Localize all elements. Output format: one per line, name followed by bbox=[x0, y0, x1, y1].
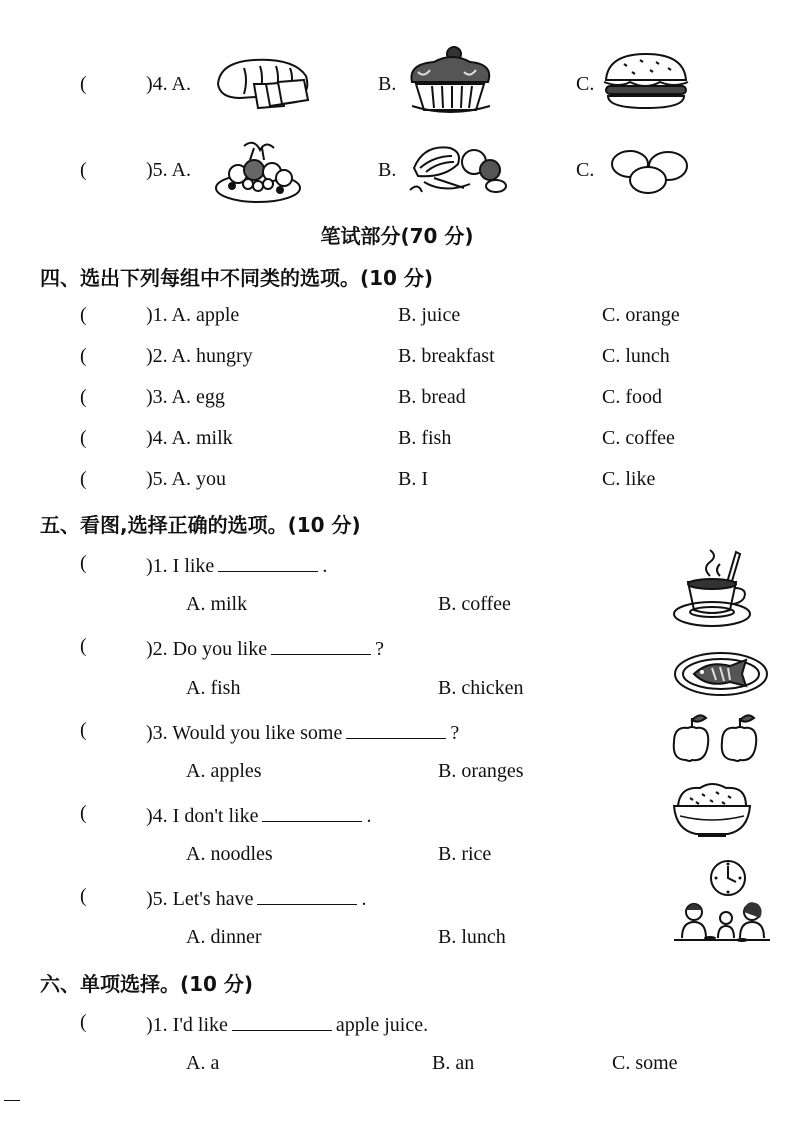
family-meal-icon bbox=[672, 858, 772, 946]
answer-paren[interactable]: ( bbox=[80, 386, 87, 408]
answer-paren[interactable]: ( bbox=[80, 635, 87, 657]
question-punct: ? bbox=[450, 722, 460, 744]
answer-paren[interactable]: ( bbox=[80, 468, 87, 490]
option-a-text: )4. A. milk bbox=[146, 427, 233, 449]
fill-blank[interactable] bbox=[346, 720, 446, 739]
option-b-text: B. breakfast bbox=[398, 345, 495, 367]
question-text: )2. Do you like bbox=[146, 638, 268, 660]
question-sentence bbox=[146, 886, 366, 909]
section-six-title: 六、单项选择。(10 分) bbox=[40, 972, 254, 996]
fill-blank[interactable] bbox=[271, 636, 371, 655]
option-c-label: C. bbox=[576, 159, 595, 181]
coffee-cup-icon bbox=[670, 546, 756, 630]
option-b-text: B. oranges bbox=[438, 760, 524, 782]
option-c-text: C. orange bbox=[602, 304, 680, 326]
answer-paren[interactable]: ( bbox=[80, 802, 87, 824]
question-punct: . bbox=[366, 805, 372, 827]
section-five-title: 五、看图,选择正确的选项。(10 分) bbox=[40, 513, 361, 537]
question-punct: . bbox=[361, 888, 367, 910]
option-a-text: )5. A. you bbox=[146, 468, 226, 490]
option-c-text: C. lunch bbox=[602, 345, 670, 367]
option-b-text: B. fish bbox=[398, 427, 452, 449]
fill-blank[interactable] bbox=[262, 803, 362, 822]
answer-paren[interactable]: ( bbox=[80, 1011, 87, 1033]
fill-blank[interactable] bbox=[232, 1012, 332, 1031]
question-punct: ? bbox=[375, 638, 384, 660]
fill-blank[interactable] bbox=[257, 886, 357, 905]
answer-paren[interactable]: ( bbox=[80, 73, 87, 95]
fill-blank[interactable] bbox=[218, 553, 318, 572]
bread-icon bbox=[214, 54, 314, 112]
fish-plate-icon bbox=[672, 650, 770, 698]
question-text: )5. Let's have bbox=[146, 888, 254, 910]
answer-paren[interactable]: ( bbox=[80, 719, 87, 741]
answer-paren[interactable]: ( bbox=[80, 885, 87, 907]
written-part-title: 笔试部分(70 分) bbox=[320, 224, 474, 248]
option-b-label: B. bbox=[378, 73, 397, 95]
option-b-label: B. bbox=[378, 159, 397, 181]
answer-paren[interactable]: ( bbox=[80, 159, 87, 181]
option-b-text: B. lunch bbox=[438, 926, 506, 948]
eggs-icon bbox=[606, 146, 692, 196]
question-text-end: apple juice. bbox=[335, 1014, 429, 1036]
question-text: )4. I don't like bbox=[146, 805, 259, 827]
option-b-text: B. chicken bbox=[438, 677, 524, 699]
option-a-text: )2. A. hungry bbox=[146, 345, 253, 367]
question-sentence bbox=[146, 720, 459, 743]
section-four-title: 四、选出下列每组中不同类的选项。(10 分) bbox=[40, 266, 434, 290]
option-b-text: B. bread bbox=[398, 386, 466, 408]
option-c-text: C. coffee bbox=[602, 427, 675, 449]
question-sentence bbox=[146, 636, 384, 659]
option-a-text: )3. A. egg bbox=[146, 386, 225, 408]
option-a-text: A. apples bbox=[186, 760, 262, 782]
option-a-text: A. milk bbox=[186, 593, 248, 615]
question-text: )1. I'd like bbox=[146, 1014, 228, 1036]
apples-icon bbox=[668, 712, 766, 764]
option-c-text: C. food bbox=[602, 386, 662, 408]
option-c-label: C. bbox=[576, 73, 595, 95]
option-c-text: C. like bbox=[602, 468, 656, 490]
question-sentence bbox=[146, 803, 371, 826]
answer-paren[interactable]: ( bbox=[80, 427, 87, 449]
question-sentence bbox=[146, 553, 327, 576]
option-c-text: C. some bbox=[612, 1052, 678, 1074]
question-number: )4. A. bbox=[146, 73, 191, 95]
answer-paren[interactable]: ( bbox=[80, 552, 87, 574]
answer-paren[interactable]: ( bbox=[80, 345, 87, 367]
option-b-text: B. juice bbox=[398, 304, 461, 326]
answer-paren[interactable]: ( bbox=[80, 304, 87, 326]
hamburger-icon bbox=[600, 52, 692, 112]
option-b-text: B. an bbox=[432, 1052, 475, 1074]
cupcake-icon bbox=[404, 42, 496, 114]
option-a-text: A. noodles bbox=[186, 843, 273, 865]
question-number: )5. A. bbox=[146, 159, 191, 181]
option-a-text: )1. A. apple bbox=[146, 304, 240, 326]
question-text: )3. Would you like some bbox=[146, 722, 343, 744]
fruit-plate-icon bbox=[214, 136, 304, 206]
page-mark bbox=[4, 1100, 20, 1101]
option-b-text: B. I bbox=[398, 468, 428, 490]
option-a-text: A. dinner bbox=[186, 926, 262, 948]
rice-bowl-icon bbox=[670, 780, 754, 842]
option-a-text: A. a bbox=[186, 1052, 220, 1074]
question-punct: . bbox=[322, 555, 328, 577]
question-text: )1. I like bbox=[146, 555, 215, 577]
option-a-text: A. fish bbox=[186, 677, 241, 699]
vegetables-icon bbox=[404, 138, 512, 198]
option-b-text: B. coffee bbox=[438, 593, 511, 615]
option-b-text: B. rice bbox=[438, 843, 492, 865]
question-sentence bbox=[146, 1012, 428, 1035]
